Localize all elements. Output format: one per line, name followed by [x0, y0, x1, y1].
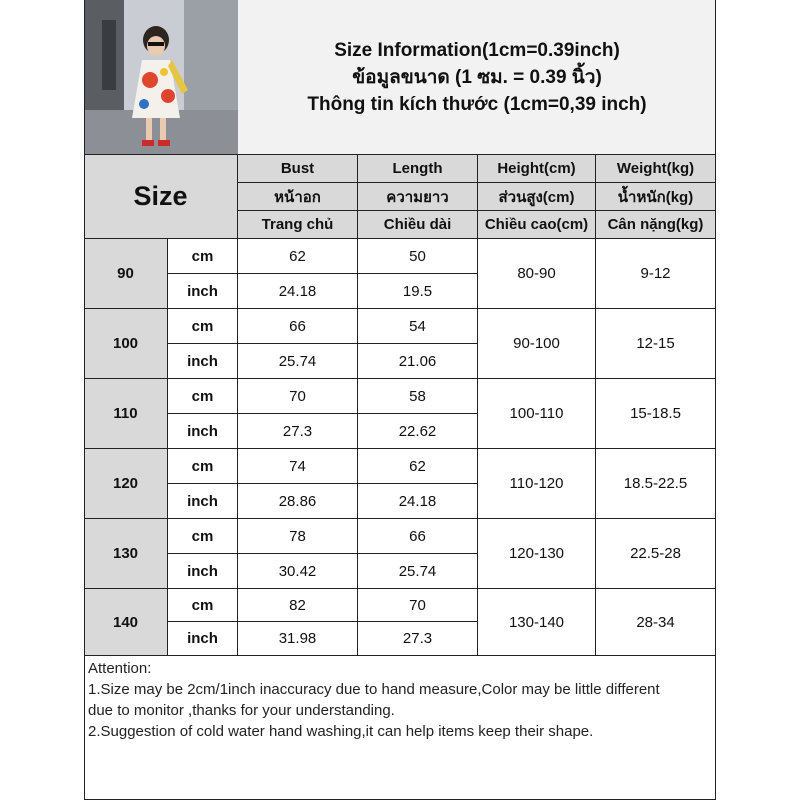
unit-inch-label: inch — [168, 274, 238, 309]
size-value: 110 — [84, 379, 168, 449]
unit-cm-label: cm — [168, 239, 238, 274]
unit-inch-label: inch — [168, 414, 238, 449]
weight-range: 12-15 — [596, 309, 716, 379]
header-weight-th: น้ำหนัก(kg) — [596, 183, 716, 211]
note-2: 2.Suggestion of cold water hand washing,it can help items keep their shape. — [88, 723, 594, 740]
header-height-en: Height(cm) — [478, 155, 596, 183]
bust-inch: 25.74 — [238, 344, 358, 379]
bust-inch: 27.3 — [238, 414, 358, 449]
unit-inch-label: inch — [168, 484, 238, 519]
size-value: 140 — [84, 589, 168, 656]
title-english: Size Information(1cm=0.39inch) — [334, 39, 620, 61]
unit-cm-label: cm — [168, 379, 238, 414]
weight-range: 18.5-22.5 — [596, 449, 716, 519]
length-cm: 54 — [358, 309, 478, 344]
title-vietnamese: Thông tin kích thước (1cm=0,39 inch) — [307, 93, 647, 115]
bust-cm: 66 — [238, 309, 358, 344]
note-1-line-1: 1.Size may be 2cm/1inch inaccuracy due to hand measure,Color may be little different — [88, 681, 660, 698]
height-range: 100-110 — [478, 379, 596, 449]
bust-inch: 28.86 — [238, 484, 358, 519]
header-weight-en: Weight(kg) — [596, 155, 716, 183]
weight-range: 28-34 — [596, 589, 716, 656]
size-value: 120 — [84, 449, 168, 519]
unit-cm-label: cm — [168, 449, 238, 484]
bust-cm: 78 — [238, 519, 358, 554]
length-inch: 22.62 — [358, 414, 478, 449]
header-height-th: ส่วนสูง(cm) — [478, 183, 596, 211]
unit-cm-label: cm — [168, 589, 238, 622]
unit-inch-label: inch — [168, 554, 238, 589]
size-value: 130 — [84, 519, 168, 589]
length-cm: 70 — [358, 589, 478, 622]
header-length-en: Length — [358, 155, 478, 183]
height-range: 80-90 — [478, 239, 596, 309]
length-inch: 24.18 — [358, 484, 478, 519]
height-range: 130-140 — [478, 589, 596, 656]
bust-cm: 74 — [238, 449, 358, 484]
unit-inch-label: inch — [168, 344, 238, 379]
header-bust-th: หน้าอก — [238, 183, 358, 211]
length-cm: 50 — [358, 239, 478, 274]
header-height-vi: Chiều cao(cm) — [478, 211, 596, 239]
unit-cm-label: cm — [168, 309, 238, 344]
size-value: 100 — [84, 309, 168, 379]
size-value: 90 — [84, 239, 168, 309]
weight-range: 22.5-28 — [596, 519, 716, 589]
header-bust-en: Bust — [238, 155, 358, 183]
header-length-th: ความยาว — [358, 183, 478, 211]
notes-heading: Attention: — [88, 660, 152, 677]
bust-cm: 62 — [238, 239, 358, 274]
table-border — [84, 0, 716, 800]
length-cm: 58 — [358, 379, 478, 414]
size-header: Size — [84, 155, 238, 239]
length-cm: 66 — [358, 519, 478, 554]
length-inch: 27.3 — [358, 622, 478, 656]
header-length-vi: Chiều dài — [358, 211, 478, 239]
weight-range: 9-12 — [596, 239, 716, 309]
length-inch: 21.06 — [358, 344, 478, 379]
height-range: 120-130 — [478, 519, 596, 589]
height-range: 90-100 — [478, 309, 596, 379]
header-weight-vi: Cân nặng(kg) — [596, 211, 716, 239]
unit-cm-label: cm — [168, 519, 238, 554]
height-range: 110-120 — [478, 449, 596, 519]
length-inch: 25.74 — [358, 554, 478, 589]
bust-inch: 30.42 — [238, 554, 358, 589]
unit-inch-label: inch — [168, 622, 238, 656]
size-chart — [84, 0, 716, 800]
note-1-line-2: due to monitor ,thanks for your understanding. — [88, 702, 395, 719]
bust-cm: 70 — [238, 379, 358, 414]
length-cm: 62 — [358, 449, 478, 484]
bust-cm: 82 — [238, 589, 358, 622]
bust-inch: 31.98 — [238, 622, 358, 656]
weight-range: 15-18.5 — [596, 379, 716, 449]
title-thai: ข้อมูลขนาด (1 ซม. = 0.39 นิ้ว) — [352, 66, 602, 88]
header-bust-vi: Trang chủ — [238, 211, 358, 239]
length-inch: 19.5 — [358, 274, 478, 309]
bust-inch: 24.18 — [238, 274, 358, 309]
